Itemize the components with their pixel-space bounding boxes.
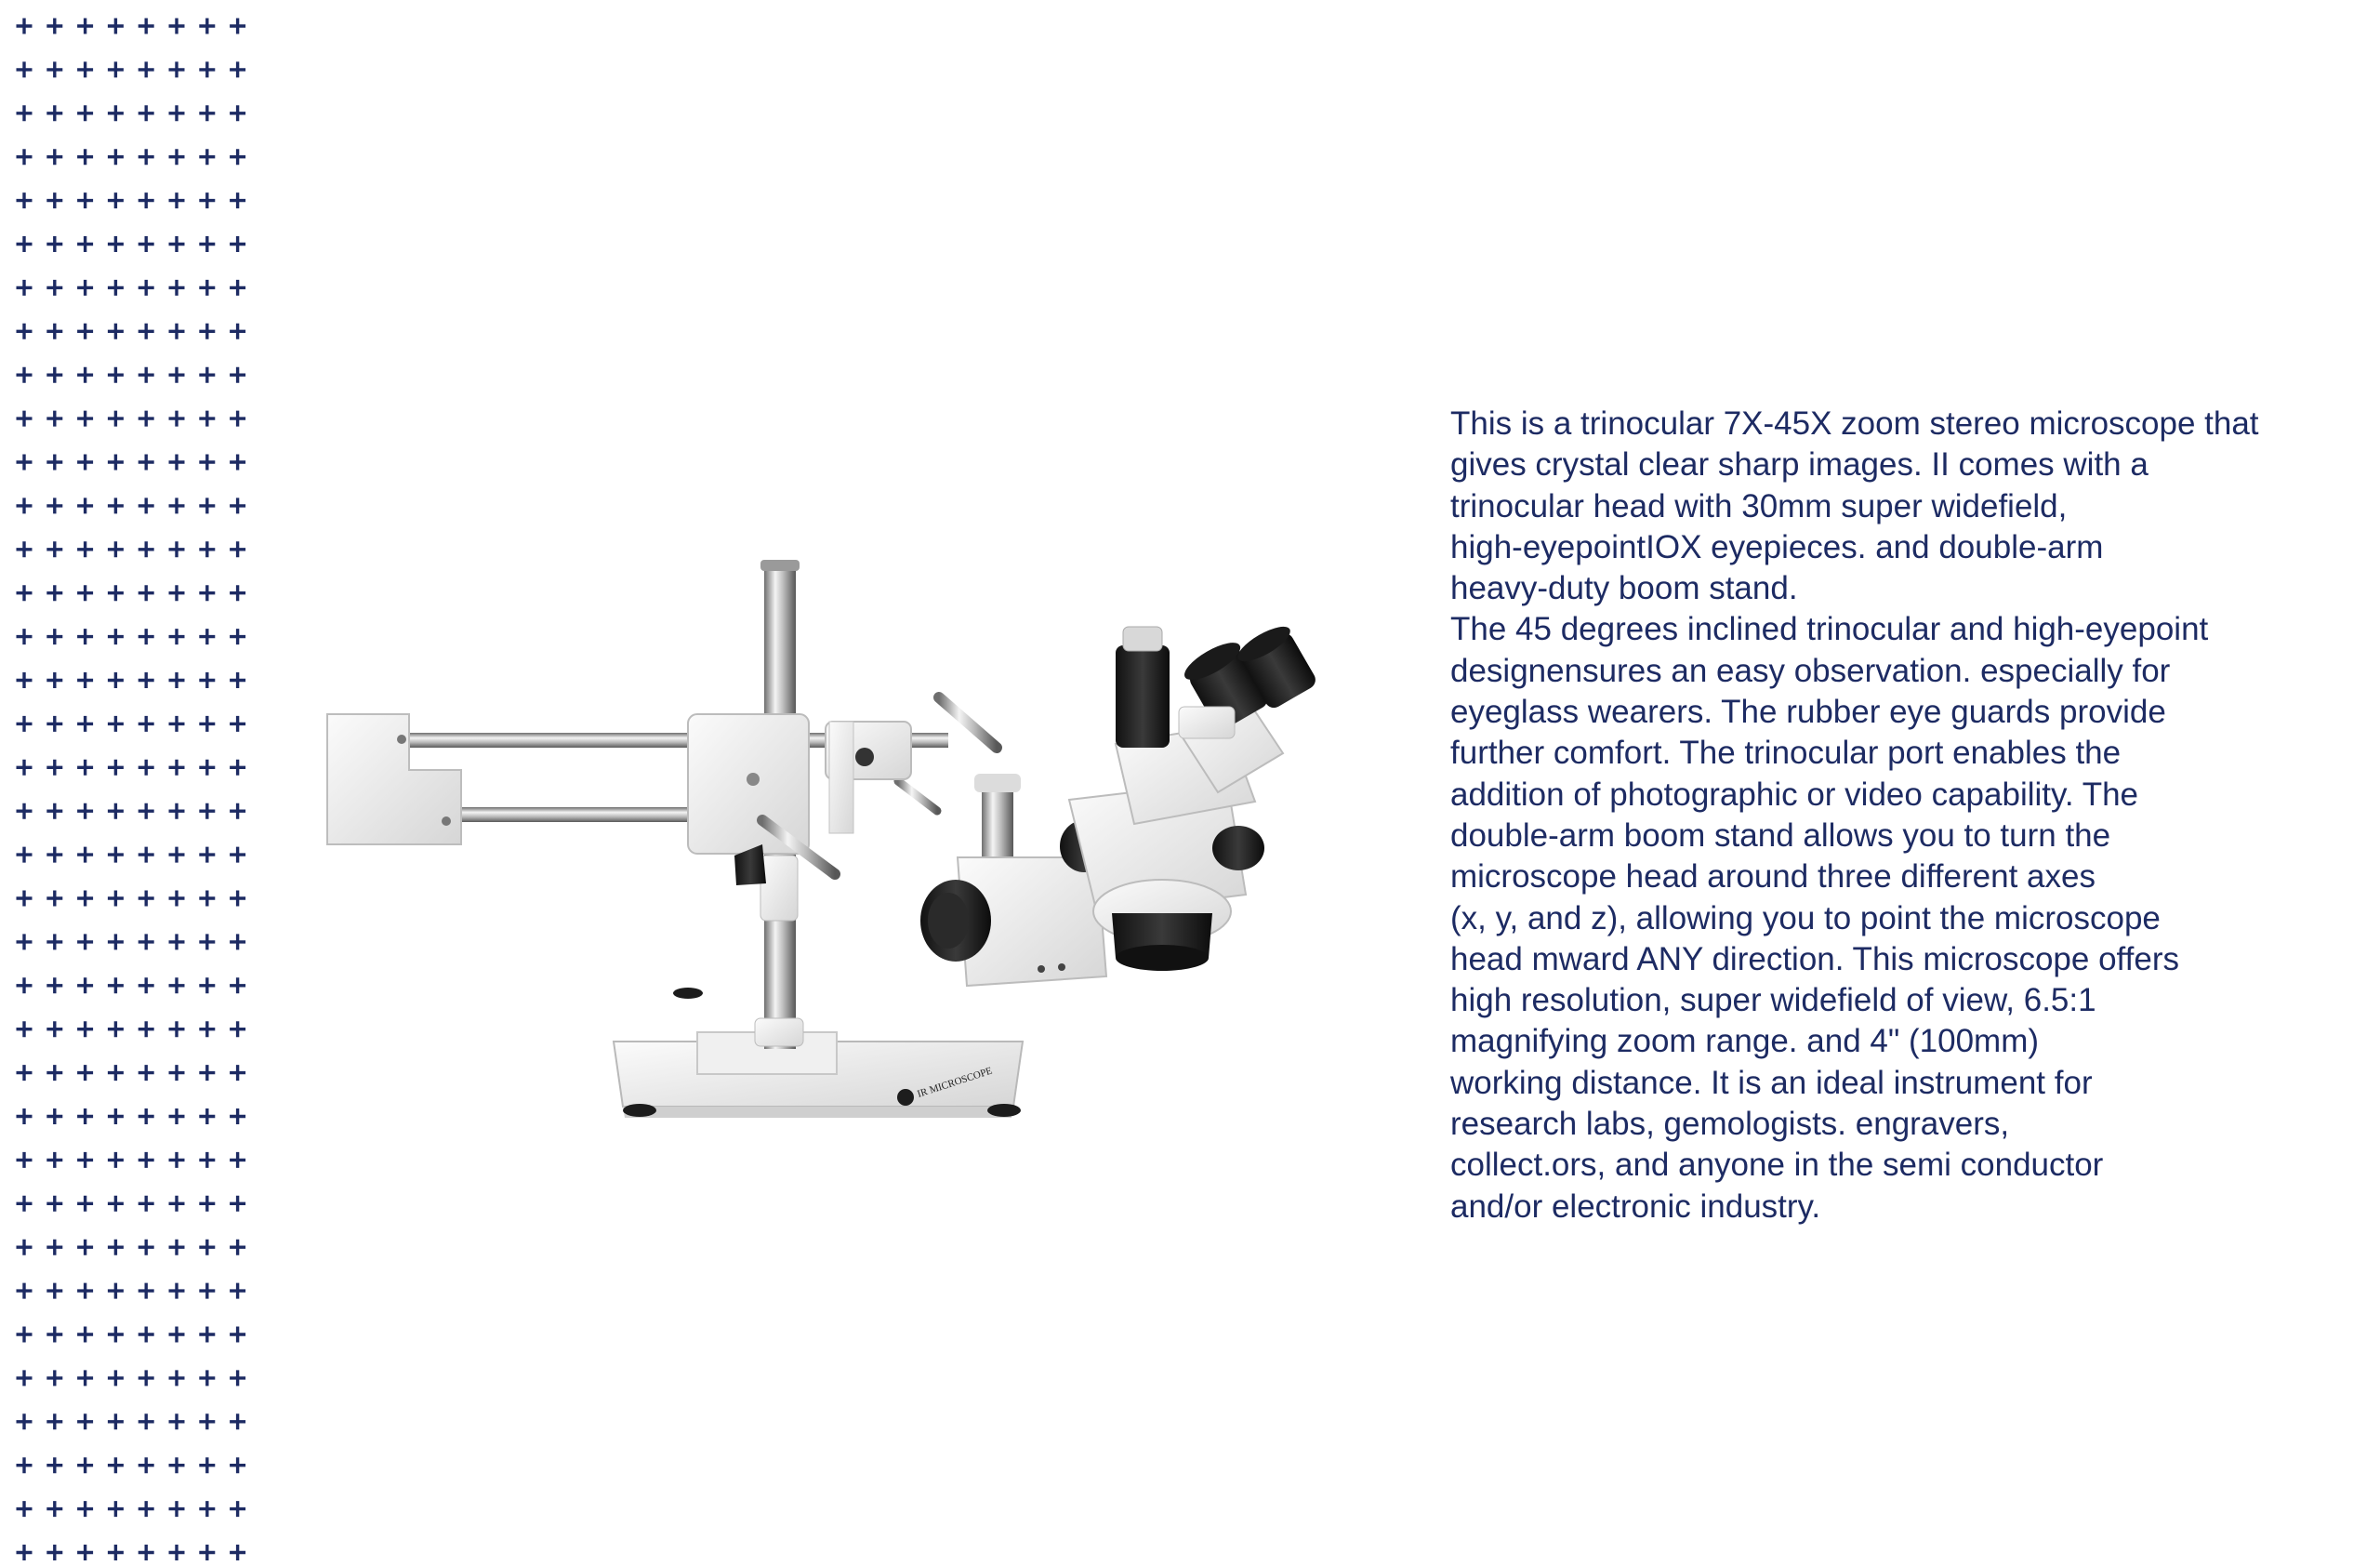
plus-mark-icon	[230, 1240, 245, 1255]
plus-mark-icon	[46, 716, 62, 732]
plus-mark-icon	[230, 236, 245, 252]
plus-mark-icon	[17, 934, 33, 949]
plus-mark-icon	[108, 1065, 124, 1081]
plus-mark-icon	[139, 1021, 154, 1037]
plus-mark-icon	[139, 1501, 154, 1517]
plus-mark-icon	[46, 672, 62, 688]
plus-mark-icon	[199, 934, 215, 949]
plus-mark-icon	[199, 1196, 215, 1212]
plus-mark-icon	[17, 977, 33, 993]
plus-mark-icon	[139, 1283, 154, 1299]
plus-mark-icon	[77, 367, 93, 383]
plus-mark-icon	[17, 1021, 33, 1037]
plus-mark-icon	[108, 1108, 124, 1124]
plus-mark-icon	[169, 1413, 185, 1429]
plus-mark-icon	[108, 367, 124, 383]
plus-mark-icon	[108, 934, 124, 949]
plus-mark-icon	[46, 541, 62, 557]
plus-mark-icon	[17, 1065, 33, 1081]
plus-mark-icon	[108, 236, 124, 252]
plus-mark-icon	[199, 105, 215, 121]
plus-mark-icon	[230, 1021, 245, 1037]
plus-mark-icon	[46, 455, 62, 471]
plus-mark-icon	[139, 1240, 154, 1255]
plus-mark-icon	[230, 498, 245, 513]
plus-mark-icon	[77, 280, 93, 296]
plus-mark-icon	[46, 803, 62, 819]
plus-mark-icon	[230, 105, 245, 121]
plus-mark-icon	[169, 760, 185, 776]
plus-mark-icon	[77, 1021, 93, 1037]
plus-mark-icon	[17, 760, 33, 776]
plus-mark-icon	[139, 1196, 154, 1212]
plus-mark-icon	[139, 672, 154, 688]
plus-mark-icon	[46, 891, 62, 907]
plus-mark-icon	[46, 1545, 62, 1560]
plus-mark-icon	[199, 1370, 215, 1386]
plus-mark-icon	[17, 61, 33, 77]
plus-mark-icon	[169, 1327, 185, 1343]
plus-mark-icon	[77, 1370, 93, 1386]
plus-mark-icon	[77, 1196, 93, 1212]
plus-mark-icon	[139, 411, 154, 427]
plus-mark-icon	[230, 324, 245, 339]
plus-mark-icon	[77, 1108, 93, 1124]
plus-mark-icon	[77, 61, 93, 77]
plus-mark-icon	[169, 498, 185, 513]
plus-mark-icon	[169, 367, 185, 383]
plus-mark-icon	[199, 585, 215, 601]
plus-mark-icon	[169, 1457, 185, 1473]
plus-mark-icon	[108, 760, 124, 776]
plus-mark-icon	[139, 1545, 154, 1560]
plus-mark-icon	[230, 367, 245, 383]
plus-mark-icon	[230, 61, 245, 77]
plus-mark-icon	[108, 977, 124, 993]
plus-mark-icon	[77, 324, 93, 339]
plus-mark-icon	[108, 585, 124, 601]
plus-mark-icon	[199, 629, 215, 644]
plus-mark-icon	[77, 891, 93, 907]
plus-mark-icon	[77, 19, 93, 34]
plus-mark-icon	[77, 236, 93, 252]
plus-mark-icon	[199, 149, 215, 165]
plus-mark-icon	[17, 1545, 33, 1560]
plus-mark-icon	[17, 105, 33, 121]
plus-mark-icon	[77, 934, 93, 949]
plus-mark-icon	[108, 411, 124, 427]
plus-mark-icon	[46, 1240, 62, 1255]
plus-mark-icon	[17, 541, 33, 557]
plus-mark-icon	[46, 324, 62, 339]
plus-mark-icon	[199, 1501, 215, 1517]
plus-mark-icon	[46, 1152, 62, 1168]
plus-mark-icon	[46, 760, 62, 776]
plus-mark-icon	[199, 498, 215, 513]
plus-mark-icon	[169, 541, 185, 557]
plus-mark-icon	[169, 672, 185, 688]
plus-mark-icon	[77, 716, 93, 732]
plus-mark-icon	[77, 149, 93, 165]
plus-mark-icon	[230, 760, 245, 776]
plus-mark-icon	[230, 280, 245, 296]
plus-mark-icon	[17, 1370, 33, 1386]
plus-mark-icon	[169, 1283, 185, 1299]
plus-mark-icon	[17, 716, 33, 732]
plus-mark-icon	[17, 19, 33, 34]
plus-mark-icon	[139, 847, 154, 863]
plus-mark-icon	[199, 1021, 215, 1037]
plus-mark-icon	[46, 629, 62, 644]
plus-mark-icon	[199, 1065, 215, 1081]
plus-mark-icon	[108, 324, 124, 339]
plus-mark-icon	[108, 19, 124, 34]
plus-mark-icon	[139, 629, 154, 644]
plus-mark-icon	[139, 585, 154, 601]
plus-mark-icon	[230, 149, 245, 165]
plus-mark-icon	[108, 1283, 124, 1299]
plus-mark-icon	[199, 367, 215, 383]
plus-mark-icon	[77, 1240, 93, 1255]
plus-mark-icon	[169, 149, 185, 165]
plus-mark-icon	[17, 411, 33, 427]
plus-mark-icon	[199, 977, 215, 993]
plus-mark-icon	[77, 1545, 93, 1560]
plus-mark-icon	[169, 1370, 185, 1386]
plus-mark-icon	[169, 977, 185, 993]
plus-mark-icon	[169, 19, 185, 34]
plus-mark-icon	[230, 411, 245, 427]
plus-mark-icon	[230, 716, 245, 732]
plus-mark-icon	[108, 1413, 124, 1429]
plus-mark-icon	[77, 629, 93, 644]
plus-mark-icon	[17, 1413, 33, 1429]
plus-mark-icon	[199, 847, 215, 863]
plus-mark-icon	[17, 847, 33, 863]
plus-mark-icon	[108, 1327, 124, 1343]
plus-mark-icon	[17, 1152, 33, 1168]
plus-mark-icon	[46, 411, 62, 427]
plus-mark-icon	[230, 629, 245, 644]
plus-mark-icon	[108, 1457, 124, 1473]
plus-mark-icon	[169, 411, 185, 427]
plus-mark-icon	[77, 1152, 93, 1168]
plus-mark-icon	[108, 1545, 124, 1560]
plus-mark-icon	[230, 1413, 245, 1429]
plus-mark-icon	[199, 760, 215, 776]
plus-mark-icon	[46, 149, 62, 165]
plus-mark-icon	[17, 236, 33, 252]
plus-mark-icon	[17, 324, 33, 339]
plus-mark-icon	[169, 891, 185, 907]
plus-mark-icon	[139, 192, 154, 208]
plus-mark-icon	[169, 1108, 185, 1124]
plus-mark-icon	[108, 61, 124, 77]
plus-mark-icon	[230, 1457, 245, 1473]
plus-mark-icon	[199, 541, 215, 557]
plus-mark-icon	[77, 1283, 93, 1299]
plus-mark-icon	[77, 498, 93, 513]
plus-mark-icon	[46, 1327, 62, 1343]
plus-mark-icon	[108, 672, 124, 688]
plus-mark-icon	[199, 1152, 215, 1168]
plus-mark-icon	[139, 455, 154, 471]
plus-mark-icon	[139, 1370, 154, 1386]
plus-mark-icon	[199, 1240, 215, 1255]
plus-mark-icon	[77, 192, 93, 208]
plus-mark-icon	[17, 1283, 33, 1299]
plus-mark-icon	[108, 280, 124, 296]
plus-mark-icon	[77, 1501, 93, 1517]
plus-mark-icon	[199, 1457, 215, 1473]
plus-mark-icon	[108, 1370, 124, 1386]
plus-mark-icon	[139, 891, 154, 907]
plus-mark-icon	[17, 280, 33, 296]
plus-mark-icon	[17, 1196, 33, 1212]
plus-mark-icon	[169, 585, 185, 601]
plus-mark-icon	[108, 1152, 124, 1168]
plus-mark-icon	[169, 1501, 185, 1517]
plus-mark-icon	[169, 1152, 185, 1168]
plus-mark-icon	[108, 716, 124, 732]
plus-mark-icon	[230, 934, 245, 949]
plus-mark-icon	[17, 1240, 33, 1255]
plus-mark-icon	[169, 629, 185, 644]
microscope-photo	[316, 549, 1320, 1144]
plus-mark-icon	[169, 934, 185, 949]
plus-mark-icon	[139, 1457, 154, 1473]
plus-mark-icon	[139, 280, 154, 296]
plus-mark-icon	[230, 1196, 245, 1212]
plus-mark-icon	[139, 803, 154, 819]
plus-mark-icon	[169, 1240, 185, 1255]
plus-mark-icon	[199, 192, 215, 208]
plus-mark-icon	[199, 672, 215, 688]
plus-mark-icon	[199, 324, 215, 339]
stand-logo: IR MICROSCOPE	[916, 1065, 994, 1100]
plus-mark-icon	[77, 411, 93, 427]
plus-mark-icon	[169, 1021, 185, 1037]
plus-mark-icon	[46, 1021, 62, 1037]
plus-mark-icon	[46, 1413, 62, 1429]
plus-mark-icon	[77, 1327, 93, 1343]
plus-mark-icon	[17, 803, 33, 819]
plus-mark-icon	[139, 1152, 154, 1168]
plus-mark-icon	[108, 541, 124, 557]
plus-mark-icon	[139, 1413, 154, 1429]
plus-mark-icon	[108, 498, 124, 513]
plus-mark-icon	[108, 803, 124, 819]
plus-mark-icon	[139, 367, 154, 383]
plus-mark-icon	[17, 455, 33, 471]
plus-mark-icon	[230, 1065, 245, 1081]
product-description: This is a trinocular 7X-45X zoom stereo microscope that gives crystal clear sharp images. II comes with a trinocular head with 30mm super widefield, high-eyepointIOX eyepieces. and double-arm heavy-duty boom stand. The 45 degrees inclined trinocular and high-eyepoint designensures an easy observation. especially for eyeglass wearers. The rubber eye guards provide further comfort. The trinocular port enables the addition of photographic or video capability. The double-arm boom stand allows you to turn the microscope head around three different axes (x, y, and z), allowing you to point the microscope head mward ANY direction. This microscope offers high resolution, super widefield of view, 6.5:1 magnifying zoom range. and 4" (100mm) working distance. It is an ideal instrument for research labs, gemologists. engravers, collect.ors, and anyone in the semi conductor and/or electronic industry.	[1450, 405, 2259, 1225]
plus-mark-icon	[46, 1457, 62, 1473]
plus-mark-icon	[230, 1108, 245, 1124]
plus-mark-icon	[46, 1196, 62, 1212]
plus-mark-icon	[139, 1065, 154, 1081]
plus-mark-icon	[230, 541, 245, 557]
plus-mark-icon	[199, 1283, 215, 1299]
plus-mark-icon	[199, 455, 215, 471]
plus-mark-icon	[139, 541, 154, 557]
plus-mark-icon	[108, 847, 124, 863]
plus-mark-icon	[108, 1240, 124, 1255]
plus-mark-icon	[139, 1108, 154, 1124]
plus-mark-icon	[46, 1370, 62, 1386]
plus-mark-icon	[77, 847, 93, 863]
plus-mark-icon	[169, 280, 185, 296]
plus-mark-icon	[77, 585, 93, 601]
plus-mark-icon	[169, 236, 185, 252]
plus-mark-icon	[230, 1283, 245, 1299]
plus-mark-icon	[108, 455, 124, 471]
plus-mark-icon	[46, 1283, 62, 1299]
plus-mark-icon	[230, 1545, 245, 1560]
plus-mark-icon	[169, 716, 185, 732]
plus-mark-icon	[230, 672, 245, 688]
plus-mark-icon	[199, 1327, 215, 1343]
plus-mark-icon	[46, 1108, 62, 1124]
plus-mark-icon	[230, 803, 245, 819]
plus-mark-icon	[169, 105, 185, 121]
plus-mark-icon	[230, 19, 245, 34]
plus-mark-icon	[169, 61, 185, 77]
plus-mark-icon	[169, 1545, 185, 1560]
plus-mark-icon	[17, 1457, 33, 1473]
plus-mark-icon	[77, 1413, 93, 1429]
plus-mark-icon	[169, 847, 185, 863]
plus-mark-icon	[17, 1108, 33, 1124]
plus-mark-icon	[169, 192, 185, 208]
plus-mark-icon	[46, 977, 62, 993]
plus-mark-icon	[46, 280, 62, 296]
plus-mark-icon	[139, 61, 154, 77]
plus-mark-icon	[77, 1457, 93, 1473]
plus-mark-icon	[139, 716, 154, 732]
plus-mark-icon	[230, 847, 245, 863]
plus-mark-icon	[17, 672, 33, 688]
plus-mark-icon	[77, 455, 93, 471]
plus-mark-icon	[169, 324, 185, 339]
plus-mark-icon	[139, 236, 154, 252]
plus-mark-icon	[139, 498, 154, 513]
plus-mark-icon	[17, 1501, 33, 1517]
plus-mark-icon	[17, 629, 33, 644]
plus-mark-icon	[46, 847, 62, 863]
plus-mark-icon	[230, 891, 245, 907]
plus-mark-icon	[46, 105, 62, 121]
plus-mark-icon	[108, 1196, 124, 1212]
plus-mark-icon	[230, 1501, 245, 1517]
plus-mark-icon	[139, 934, 154, 949]
plus-mark-icon	[46, 236, 62, 252]
plus-mark-icon	[17, 498, 33, 513]
plus-mark-icon	[108, 105, 124, 121]
plus-mark-icon	[199, 280, 215, 296]
plus-mark-icon	[46, 934, 62, 949]
plus-mark-icon	[46, 498, 62, 513]
plus-mark-icon	[46, 585, 62, 601]
plus-mark-icon	[169, 1196, 185, 1212]
plus-mark-icon	[230, 585, 245, 601]
plus-mark-icon	[139, 760, 154, 776]
plus-mark-icon	[108, 192, 124, 208]
plus-mark-icon	[77, 977, 93, 993]
plus-mark-icon	[46, 61, 62, 77]
plus-mark-icon	[46, 1501, 62, 1517]
plus-mark-icon	[139, 977, 154, 993]
plus-mark-icon	[77, 1065, 93, 1081]
plus-pattern-icon	[0, 0, 251, 1566]
plus-mark-icon	[169, 803, 185, 819]
plus-mark-icon	[108, 891, 124, 907]
plus-mark-icon	[108, 1021, 124, 1037]
plus-mark-icon	[77, 803, 93, 819]
plus-mark-icon	[199, 803, 215, 819]
plus-mark-icon	[199, 411, 215, 427]
plus-mark-icon	[230, 455, 245, 471]
plus-mark-icon	[17, 367, 33, 383]
plus-mark-icon	[139, 149, 154, 165]
plus-mark-icon	[108, 149, 124, 165]
plus-mark-icon	[199, 61, 215, 77]
plus-mark-icon	[199, 1108, 215, 1124]
plus-mark-icon	[230, 1327, 245, 1343]
plus-mark-icon	[230, 977, 245, 993]
plus-mark-icon	[46, 192, 62, 208]
plus-mark-icon	[230, 1152, 245, 1168]
plus-mark-icon	[77, 105, 93, 121]
plus-mark-icon	[17, 192, 33, 208]
plus-mark-icon	[199, 236, 215, 252]
plus-mark-icon	[17, 585, 33, 601]
plus-mark-icon	[17, 891, 33, 907]
plus-mark-icon	[77, 541, 93, 557]
plus-mark-icon	[230, 1370, 245, 1386]
plus-mark-icon	[46, 367, 62, 383]
plus-mark-icon	[108, 1501, 124, 1517]
plus-mark-icon	[139, 105, 154, 121]
plus-mark-icon	[108, 629, 124, 644]
plus-mark-icon	[199, 19, 215, 34]
plus-mark-icon	[77, 760, 93, 776]
plus-mark-icon	[199, 1413, 215, 1429]
plus-mark-icon	[199, 891, 215, 907]
plus-mark-icon	[46, 1065, 62, 1081]
plus-mark-icon	[46, 19, 62, 34]
plus-mark-icon	[139, 324, 154, 339]
plus-mark-icon	[169, 455, 185, 471]
plus-mark-icon	[139, 1327, 154, 1343]
plus-mark-icon	[77, 672, 93, 688]
plus-mark-icon	[230, 192, 245, 208]
plus-mark-icon	[139, 19, 154, 34]
plus-mark-icon	[199, 1545, 215, 1560]
plus-mark-icon	[199, 716, 215, 732]
plus-mark-icon	[17, 1327, 33, 1343]
plus-mark-icon	[17, 149, 33, 165]
plus-mark-icon	[169, 1065, 185, 1081]
